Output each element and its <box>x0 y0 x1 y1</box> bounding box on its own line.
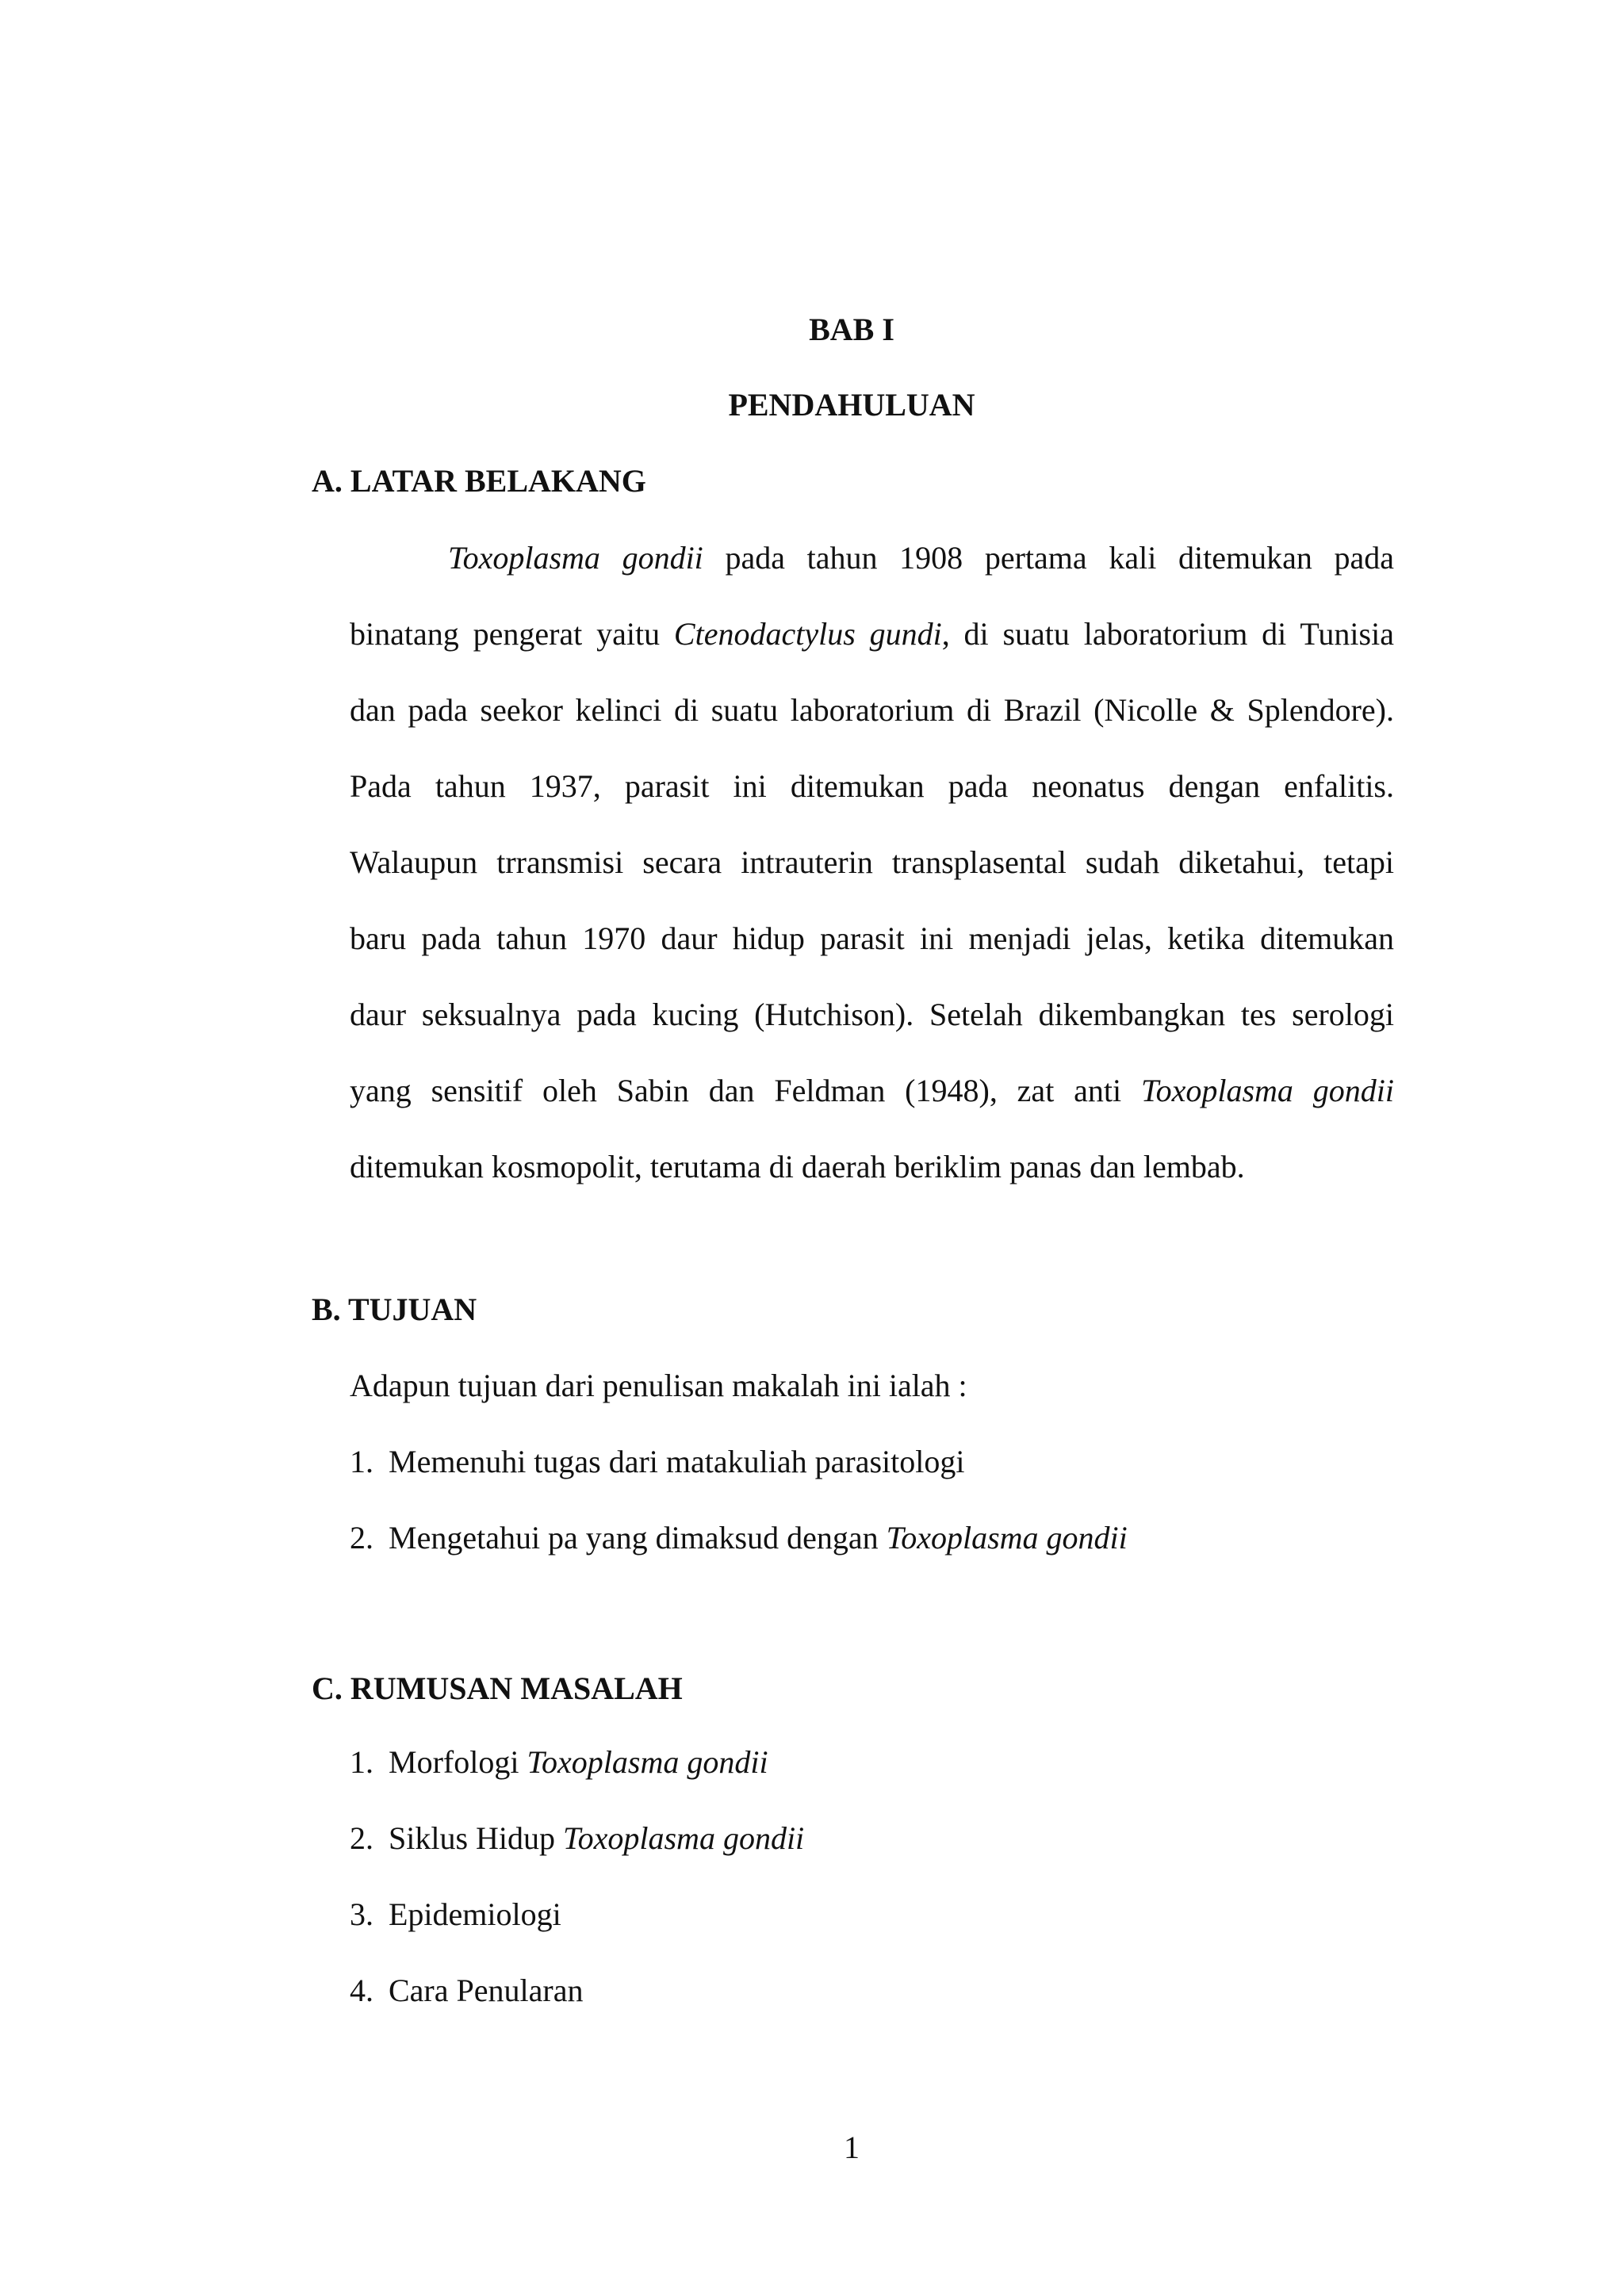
chapter-number: BAB I <box>809 312 894 347</box>
list-text: Epidemiologi <box>389 1896 561 1932</box>
list-number: 3. <box>350 1896 373 1932</box>
list-text: Siklus Hidup <box>389 1820 564 1856</box>
rumusan-item <box>350 1972 583 2009</box>
list-number: 2. <box>350 1520 373 1556</box>
section-heading-tujuan: B. TUJUAN <box>312 1292 477 1327</box>
paragraph-line: daur seksualnya pada kucing (Hutchison). Setelah dikembangkan tes serologi <box>350 997 1394 1032</box>
list-text-italic: Toxoplasma gondii <box>527 1744 768 1780</box>
list-text: Cara Penularan <box>389 1973 584 2008</box>
list-number: 1. <box>350 1744 373 1780</box>
section-heading-latar-belakang: A. LATAR BELAKANG <box>312 463 646 499</box>
paragraph-line: binatang pengerat yaitu Ctenodactylus gundi, di suatu laboratorium di Tunisia <box>350 616 1394 652</box>
paragraph-line: dan pada seekor kelinci di suatu laboratorium di Brazil (Nicolle & Splendore). <box>350 692 1394 728</box>
paragraph-line: Walaupun trransmisi secara intrauterin transplasental sudah diketahui, tetapi <box>350 844 1394 880</box>
page-number: 1 <box>844 2130 860 2165</box>
paragraph-line: ditemukan kosmopolit, terutama di daerah beriklim panas dan lembab. <box>350 1149 1245 1184</box>
latar-belakang-paragraph <box>350 520 1394 1205</box>
list-number: 2. <box>350 1820 373 1856</box>
list-text-italic: Toxoplasma gondii <box>886 1520 1128 1556</box>
chapter-title: PENDAHULUAN <box>728 387 975 423</box>
paragraph-line: baru pada tahun 1970 daur hidup parasit ini menjadi jelas, ketika ditemukan <box>350 920 1394 956</box>
rumusan-item <box>350 1896 561 1933</box>
list-text: Memenuhi tugas dari matakuliah parasitologi <box>389 1444 965 1479</box>
list-text-italic: Toxoplasma gondii <box>563 1820 805 1856</box>
list-text: Mengetahui pa yang dimaksud dengan <box>389 1520 887 1556</box>
paragraph-line: Pada tahun 1937, parasit ini ditemukan pada neonatus dengan enfalitis. <box>350 768 1394 804</box>
paragraph-line: yang sensitif oleh Sabin dan Feldman (1948), zat anti Toxoplasma gondii <box>350 1073 1394 1108</box>
rumusan-item <box>350 1743 768 1781</box>
list-number: 4. <box>350 1973 373 2008</box>
list-text: Morfologi <box>389 1744 527 1780</box>
list-number: 1. <box>350 1444 373 1479</box>
tujuan-item <box>350 1519 1128 1556</box>
rumusan-item <box>350 1820 804 1857</box>
tujuan-item <box>350 1443 964 1480</box>
tujuan-intro: Adapun tujuan dari penulisan makalah ini ialah : <box>350 1368 967 1403</box>
section-heading-rumusan-masalah: C. RUMUSAN MASALAH <box>312 1670 683 1706</box>
paragraph-line: Toxoplasma gondii pada tahun 1908 pertama kali ditemukan pada <box>448 540 1394 576</box>
